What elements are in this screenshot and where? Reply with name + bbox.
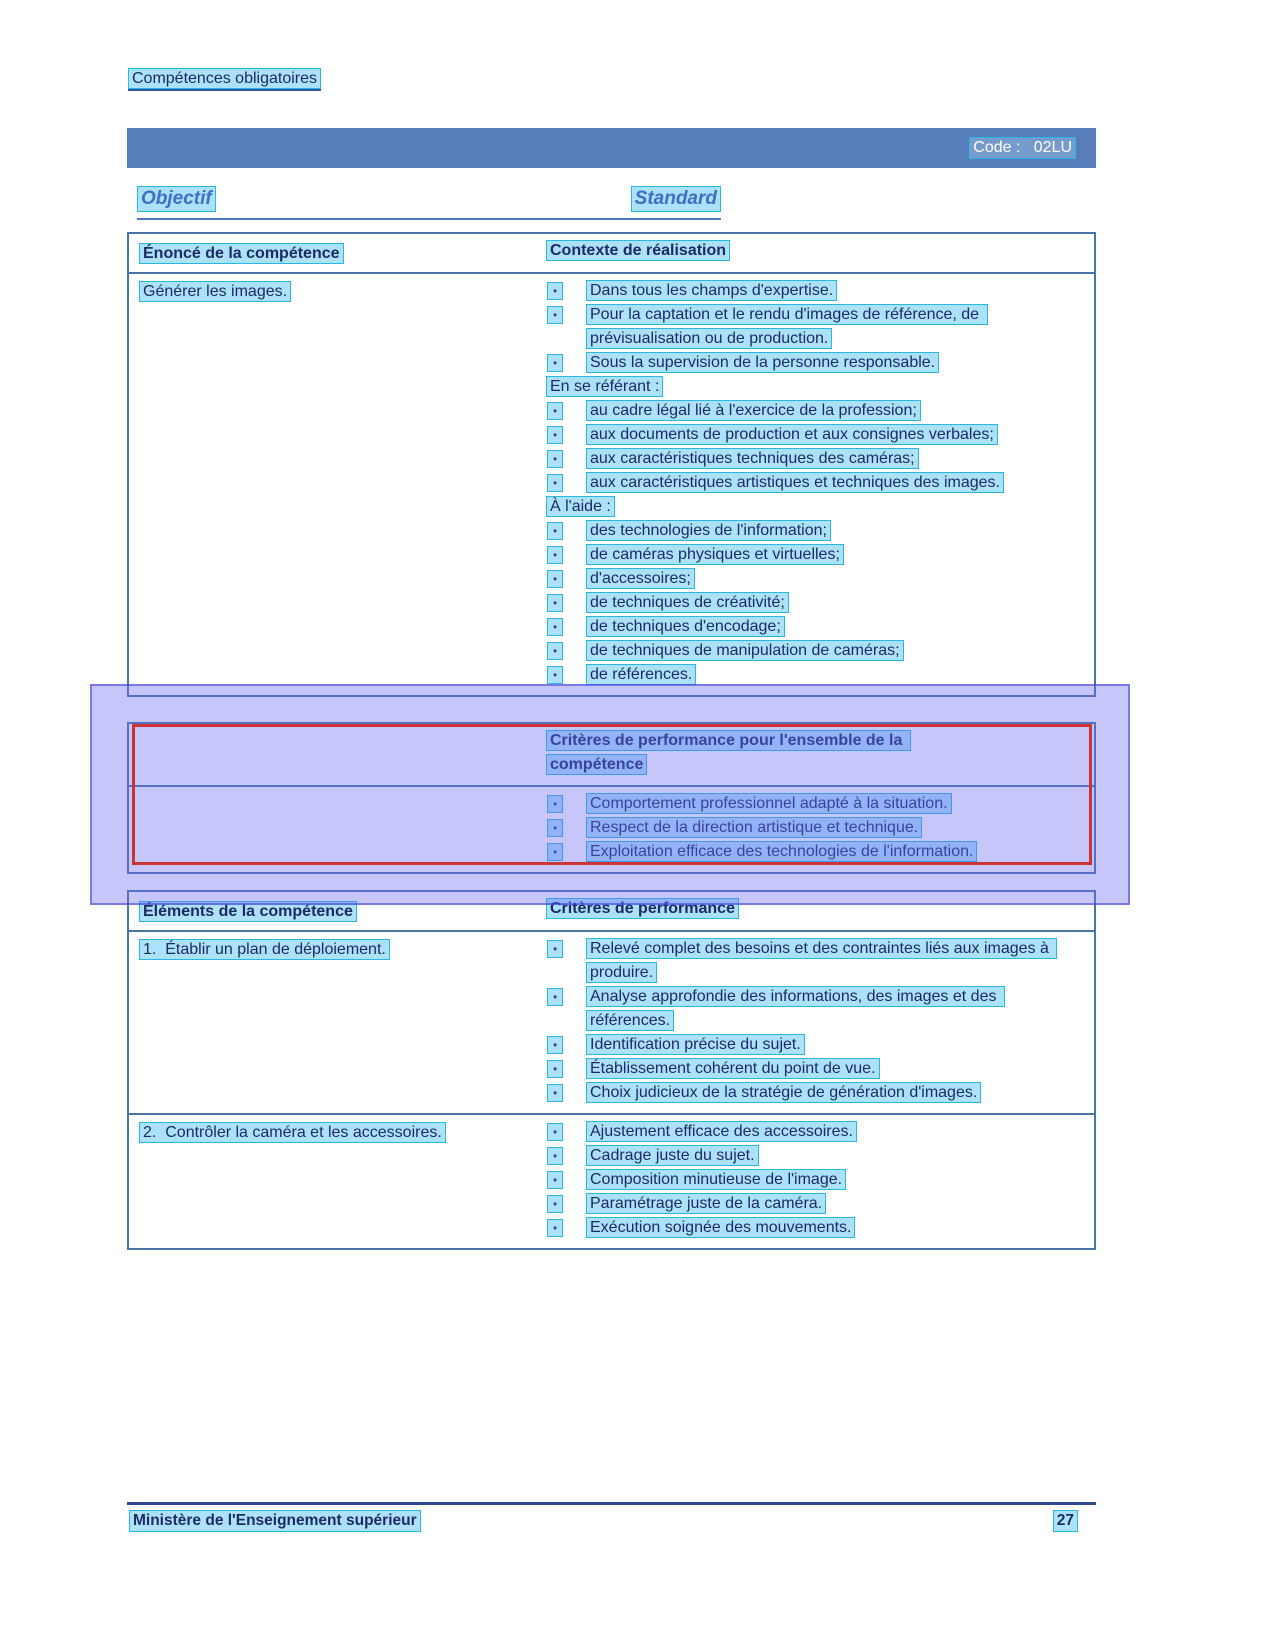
list-item-text: Identification précise du sujet. [586,1034,805,1055]
list-item-text-wrap [586,1216,855,1240]
elements-table-header [129,892,1094,932]
list-item-text: des technologies de l'information; [586,520,831,541]
bullet-cell [546,1168,586,1192]
global-criteria-body-row [129,785,1094,872]
bullet-icon: • [547,1084,563,1102]
list-item [546,1192,1080,1216]
bullet-cell [546,1192,586,1216]
bullet-icon: • [547,1147,563,1165]
bullet-cell [546,399,586,423]
col2-header-cell [546,234,1094,272]
global-criteria-header-text: Critères de performance pour l'ensemble de la compétence [546,730,911,775]
objectif-heading: Objectif [137,186,216,212]
list-item [546,279,1080,303]
list-item-text: de caméras physiques et virtuelles; [586,544,844,565]
list-item [546,792,1080,816]
list-item-text: de techniques de créativité; [586,592,789,613]
bullet-cell [546,1120,586,1144]
element-cell [129,932,546,1113]
bullet-icon: • [547,450,563,468]
list-item-text-wrap [586,567,695,591]
list-item [546,351,1080,375]
bullet-cell [546,591,586,615]
global-criteria-list [546,787,1094,872]
bullet-cell [546,351,586,375]
list-item-text: Exploitation efficace des technologies de l'information. [586,841,977,862]
bullet-icon: • [547,988,563,1006]
element-text: 1. Établir un plan de déploiement. [139,939,390,960]
list-item-text-wrap [586,1081,981,1105]
list-item [546,816,1080,840]
bullet-cell [546,423,586,447]
competence-table-body [129,274,1094,695]
list-item [546,1168,1080,1192]
list-item [546,519,1080,543]
bullet-icon: • [547,940,563,958]
list-item-text: À l'aide : [546,496,615,517]
list-item-text: Comportement professionnel adapté à la situation. [586,793,952,814]
list-item-text: au cadre légal lié à l'exercice de la profession; [586,400,921,421]
list-item-text: Exécution soignée des mouvements. [586,1217,855,1238]
global-criteria-header-wrap [546,729,976,777]
list-item-text-wrap [586,985,1016,1033]
list-item-text-wrap [586,519,831,543]
bullet-cell [546,447,586,471]
col1-header-text: Énoncé de la compétence [139,243,344,264]
bullet-icon: • [547,354,563,372]
bullet-icon: • [547,474,563,492]
bullet-cell [546,519,586,543]
col2-header-text: Critères de performance [546,898,739,919]
list-item [546,1057,1080,1081]
list-item-text-wrap [586,447,919,471]
footer-text: Ministère de l'Enseignement supérieur [129,1510,421,1532]
bullet-icon: • [547,570,563,588]
list-item-text: Choix judicieux de la stratégie de génération d'images. [586,1082,981,1103]
list-item-text-wrap [586,303,1056,351]
bullet-cell [546,1033,586,1057]
list-item-text: Dans tous les champs d'expertise. [586,280,837,301]
element-row-1 [129,932,1094,1113]
list-item-text: Ajustement efficace des accessoires. [586,1121,857,1142]
bullet-cell [546,1216,586,1240]
element-text: 2. Contrôler la caméra et les accessoires. [139,1122,446,1143]
list-item-text: Analyse approfondie des informations, des images et des références. [586,986,1005,1031]
page-header-underline [128,70,321,91]
list-item-text-wrap [586,1120,857,1144]
bullet-icon: • [547,1171,563,1189]
col2-header-cell [546,892,1094,930]
list-item [546,1081,1080,1105]
list-item-text: Sous la supervision de la personne responsable. [586,352,939,373]
bullet-icon: • [547,306,563,324]
col1-header-cell [129,234,546,272]
bullet-icon: • [547,1195,563,1213]
bullet-cell [546,639,586,663]
list-item [546,447,1080,471]
list-item [546,985,1080,1033]
bullet-cell [546,543,586,567]
bullet-icon: • [547,1219,563,1237]
list-item-text-wrap [586,591,789,615]
bullet-cell [546,985,586,1009]
bullet-cell [546,279,586,303]
bullet-cell [546,816,586,840]
bullet-icon: • [547,1036,563,1054]
list-item-text: aux caractéristiques techniques des caméras; [586,448,919,469]
context-list [546,274,1094,695]
list-item-text-wrap [586,543,844,567]
bullet-icon: • [547,402,563,420]
list-item [546,639,1080,663]
title-banner [127,128,1096,168]
bullet-icon: • [547,642,563,660]
list-item-text-wrap [586,937,1056,985]
bullet-cell [546,840,586,864]
list-item [546,1216,1080,1240]
list-item-text: Composition minutieuse de l'image. [586,1169,846,1190]
list-item [546,303,1080,351]
bullet-cell [546,471,586,495]
list-item-text: aux documents de production et aux consignes verbales; [586,424,998,445]
list-item-text: Relevé complet des besoins et des contraintes liés aux images à produire. [586,938,1057,983]
list-item [546,615,1080,639]
criteria-list [546,932,1094,1113]
bullet-cell [546,792,586,816]
bullet-icon: • [547,819,563,837]
bullet-cell [546,1144,586,1168]
list-item-text-wrap [586,351,939,375]
list-item-text-wrap [586,1192,826,1216]
list-item [546,591,1080,615]
col1-header-text: Éléments de la compétence [139,901,357,922]
bullet-icon: • [547,666,563,684]
bullet-icon: • [547,522,563,540]
list-item-text-wrap [586,615,785,639]
competence-table-header [129,234,1094,274]
col1-header-cell [129,892,546,930]
list-item-text: Cadrage juste du sujet. [586,1145,759,1166]
list-item-text-wrap [586,639,904,663]
list-item [546,471,1080,495]
page-header [128,70,321,91]
col2-header-text: Contexte de réalisation [546,240,730,261]
bullet-cell [546,1057,586,1081]
list-item-text-wrap [586,663,696,687]
list-item-text: de techniques d'encodage; [586,616,785,637]
list-item [546,1033,1080,1057]
page-header-text: Compétences obligatoires [128,68,321,89]
standard-heading: Standard [631,186,721,212]
list-item [546,937,1080,985]
element-cell [129,1115,546,1248]
global-criteria-header-cell [546,724,1094,785]
list-item-text: Respect de la direction artistique et technique. [586,817,922,838]
bullet-cell [546,567,586,591]
list-item-text-wrap [586,840,977,864]
bullet-icon: • [547,1060,563,1078]
empty-cell [129,724,546,785]
list-item-text: Établissement cohérent du point de vue. [586,1058,880,1079]
bullet-cell [546,663,586,687]
global-criteria-header-row [129,724,1094,785]
list-item-text: En se référant : [546,376,663,397]
bullet-icon: • [547,426,563,444]
list-item-text-wrap [586,1168,846,1192]
list-item-text: aux caractéristiques artistiques et techniques des images. [586,472,1004,493]
list-item-text-wrap [586,471,1004,495]
bullet-icon: • [547,546,563,564]
list-item [546,543,1080,567]
bullet-cell [546,1081,586,1105]
list-item-text: d'accessoires; [586,568,695,589]
bullet-icon: • [547,795,563,813]
element-row-2 [129,1113,1094,1248]
bullet-cell [546,615,586,639]
page-footer [127,1502,1096,1532]
list-item-text-wrap [586,1057,880,1081]
list-item-text-wrap [586,1144,759,1168]
statement-cell [129,274,546,695]
list-item-text: Pour la captation et le rendu d'images de référence, de prévisualisation ou de production. [586,304,988,349]
criteria-list [546,1115,1094,1248]
bullet-icon: • [547,1123,563,1141]
list-item [546,423,1080,447]
section-headings [137,186,721,220]
bullet-icon: • [547,282,563,300]
elements-table [127,890,1096,1250]
list-item [546,1120,1080,1144]
bullet-cell [546,937,586,961]
list-item-text: de références. [586,664,696,685]
list-item [546,840,1080,864]
bullet-icon: • [547,843,563,861]
list-item-text-wrap [586,423,998,447]
list-item-text-wrap [546,495,615,519]
statement-text: Générer les images. [139,281,291,302]
list-item-text-wrap [586,279,837,303]
global-criteria-table [127,722,1096,874]
empty-cell [129,787,546,872]
bullet-cell [546,303,586,327]
list-item-text-wrap [586,792,952,816]
list-item [546,567,1080,591]
bullet-icon: • [547,594,563,612]
list-item [546,495,1080,519]
list-item-text-wrap [586,399,921,423]
list-item-text-wrap [546,375,663,399]
code-label: Code : 02LU [969,137,1076,159]
list-item [546,375,1080,399]
competence-table [127,232,1096,697]
list-item [546,663,1080,687]
list-item-text: de techniques de manipulation de caméras; [586,640,904,661]
list-item-text: Paramétrage juste de la caméra. [586,1193,826,1214]
list-item-text-wrap [586,816,922,840]
list-item-text-wrap [586,1033,805,1057]
list-item [546,1144,1080,1168]
page-number: 27 [1053,1510,1078,1532]
bullet-icon: • [547,618,563,636]
list-item [546,399,1080,423]
